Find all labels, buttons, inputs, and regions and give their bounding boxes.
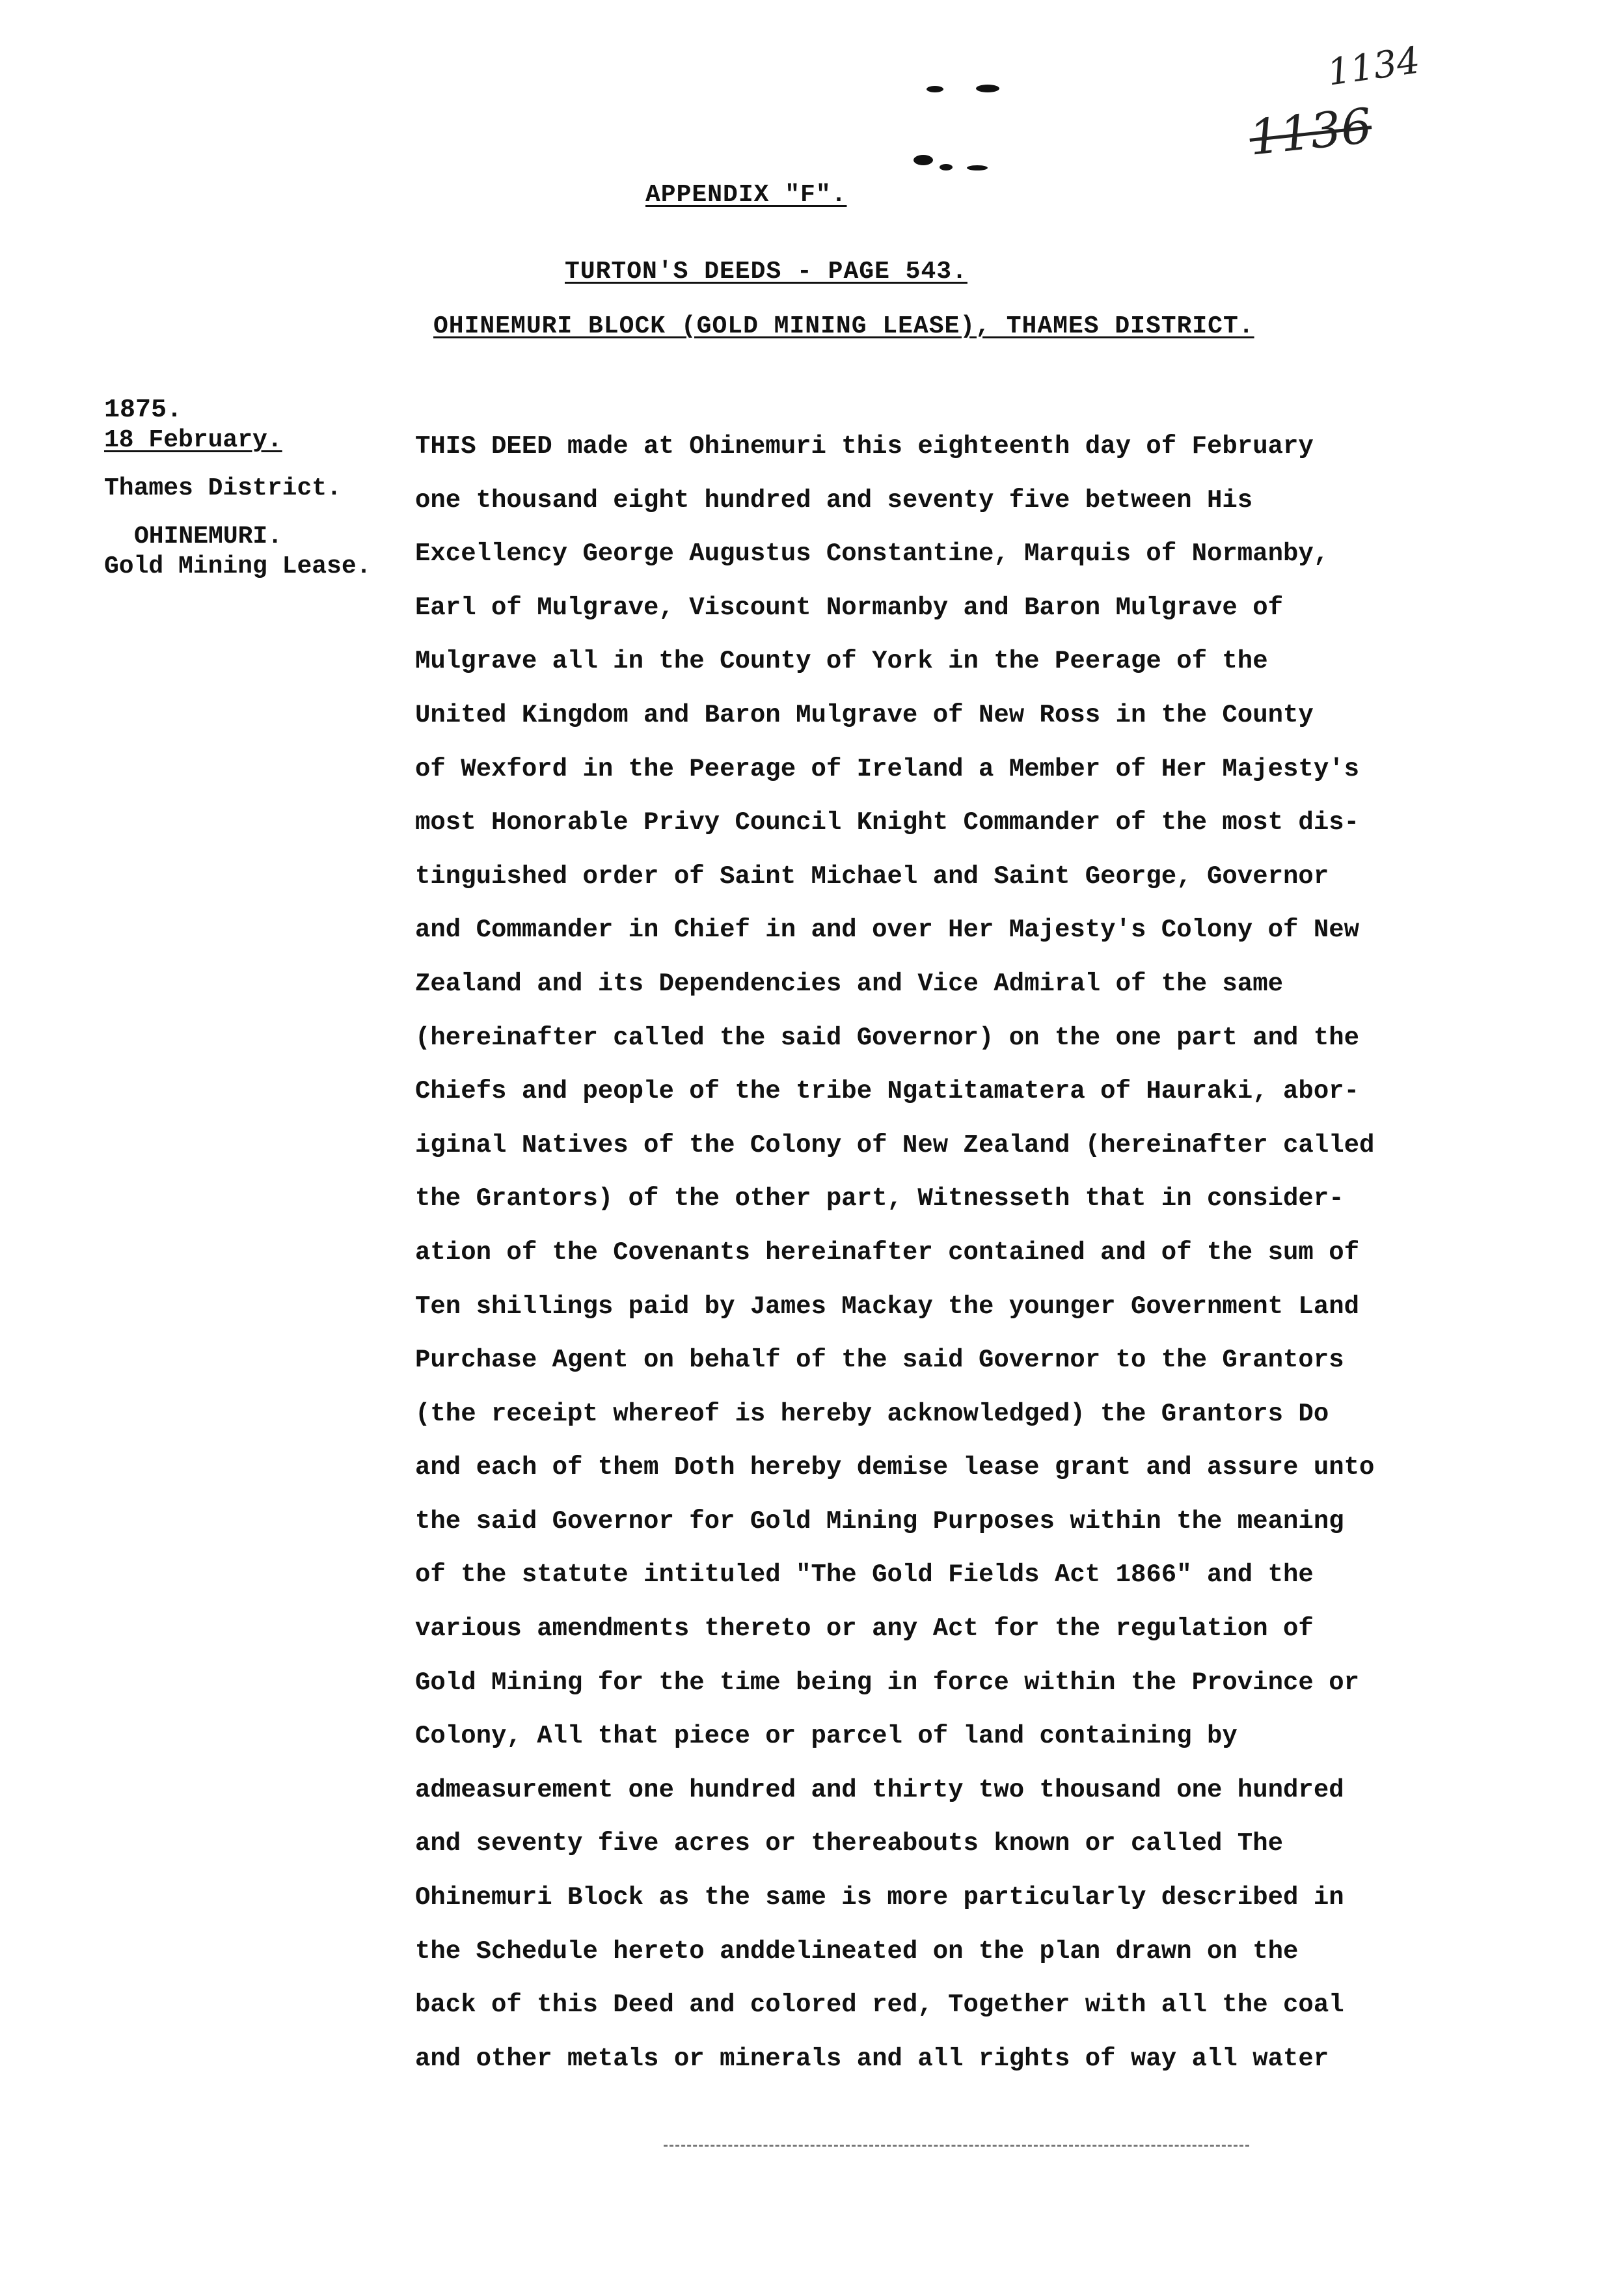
text-line: Colony, All that piece or parcel of land containing by <box>415 1722 1238 1751</box>
scan-mark <box>914 155 933 165</box>
text-line: Gold Mining for the time being in force within the Province or <box>415 1668 1360 1697</box>
text-line: and other metals or minerals and all rights of way all water <box>415 2044 1329 2073</box>
text-line: the Grantors) of the other part, Witnesseth that in consider- <box>415 1184 1344 1214</box>
appendix-heading: APPENDIX "F". <box>645 181 847 209</box>
text-line: back of this Deed and colored red, Together with all the coal <box>415 1990 1344 2020</box>
margin-block-name: OHINEMURI. <box>134 523 283 550</box>
text-line: tinguished order of Saint Michael and Saint George, Governor <box>415 862 1329 891</box>
text-line: and seventy five acres or thereabouts known or called The <box>415 1829 1284 1858</box>
block-heading: OHINEMURI BLOCK (GOLD MINING LEASE), THAMES DISTRICT. <box>433 312 1254 340</box>
text-line: (the receipt whereof is hereby acknowledged) the Grantors Do <box>415 1399 1329 1428</box>
text-line: iginal Natives of the Colony of New Zealand (hereinafter called <box>415 1130 1375 1160</box>
text-line: of Wexford in the Peerage of Ireland a Member of Her Majesty's <box>415 754 1360 783</box>
text-line: the said Governor for Gold Mining Purposes within the meaning <box>415 1506 1344 1536</box>
handwritten-page-number <box>1236 39 1444 167</box>
deed-body-text <box>415 420 1482 2085</box>
scan-mark <box>927 86 943 92</box>
text-line: Mulgrave all in the County of York in the Peerage of the <box>415 647 1268 676</box>
page-number-current: 1134 <box>1325 39 1423 94</box>
text-line: Chiefs and people of the tribe Ngatitamatera of Hauraki, abor- <box>415 1077 1360 1106</box>
scan-mark <box>967 165 988 170</box>
text-line: most Honorable Privy Council Knight Commander of the most dis- <box>415 808 1360 837</box>
text-line: admeasurement one hundred and thirty two thousand one hundred <box>415 1775 1344 1804</box>
scan-edge-rule <box>664 2145 1249 2147</box>
text-line: and Commander in Chief in and over Her Majesty's Colony of New <box>415 916 1360 945</box>
text-line: United Kingdom and Baron Mulgrave of New Ross in the County <box>415 700 1314 729</box>
text-line: of the statute intituled "The Gold Fields Act 1866" and the <box>415 1560 1314 1590</box>
page-number-struck: 1136 <box>1247 98 1375 167</box>
scan-mark <box>976 85 999 92</box>
text-line: Ohinemuri Block as the same is more particularly described in <box>415 1883 1344 1912</box>
text-line: one thousand eight hundred and seventy five between His <box>415 485 1253 515</box>
margin-lease-type: Gold Mining Lease. <box>104 552 372 580</box>
text-line: Earl of Mulgrave, Viscount Normanby and Baron Mulgrave of <box>415 593 1284 622</box>
text-line: the Schedule hereto anddelineated on the plan drawn on the <box>415 1936 1299 1966</box>
margin-district: Thames District. <box>104 474 342 502</box>
text-line: and each of them Doth hereby demise lease grant and assure unto <box>415 1453 1375 1482</box>
margin-notes <box>104 396 410 582</box>
margin-date: 18 February. <box>104 426 282 454</box>
margin-year: 1875. <box>104 396 183 425</box>
text-line: Ten shillings paid by James Mackay the younger Government Land <box>415 1292 1360 1321</box>
text-line: Excellency George Augustus Constantine, Marquis of Normanby, <box>415 539 1329 569</box>
text-line: (hereinafter called the said Governor) on the one part and the <box>415 1023 1360 1052</box>
text-line: Purchase Agent on behalf of the said Governor to the Grantors <box>415 1346 1344 1375</box>
scan-mark <box>940 164 953 170</box>
text-line: ation of the Covenants hereinafter contained and of the sum of <box>415 1238 1360 1267</box>
deeds-heading: TURTON'S DEEDS - PAGE 543. <box>565 258 968 286</box>
text-line: THIS DEED made at Ohinemuri this eighteenth day of February <box>415 432 1314 461</box>
text-line: various amendments thereto or any Act for the regulation of <box>415 1614 1314 1644</box>
text-line: Zealand and its Dependencies and Vice Admiral of the same <box>415 969 1284 998</box>
